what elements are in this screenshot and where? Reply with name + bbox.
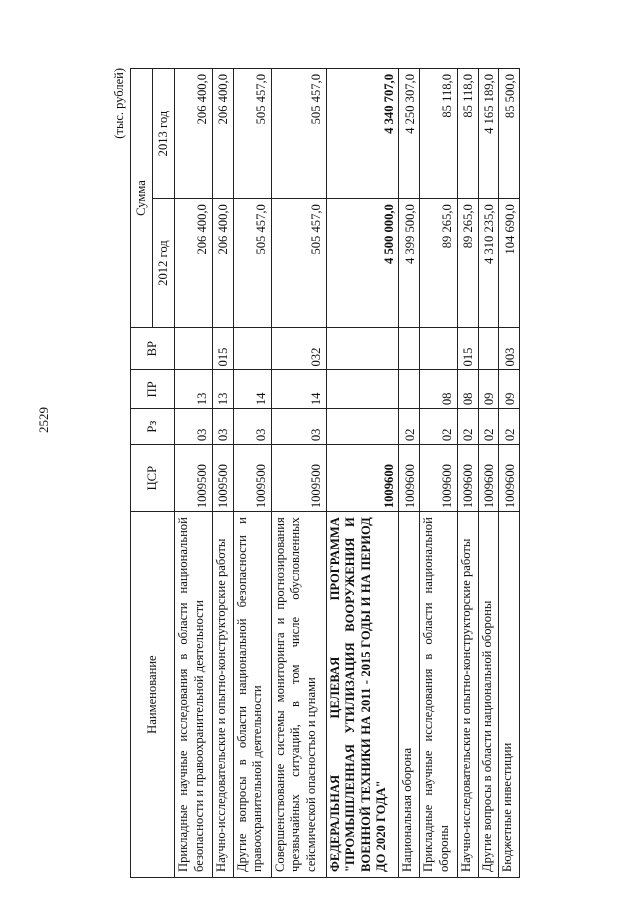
cell-vr (175, 327, 213, 370)
cell-name: Научно-исследовательские и опытно-конструкторские работы (457, 512, 478, 878)
cell-y2012: 89 265,0 (457, 199, 478, 328)
table-row (420, 69, 458, 878)
cell-rz: 03 (233, 409, 271, 445)
budget-table (130, 68, 520, 878)
cell-csr: 1009600 (420, 445, 458, 512)
units-label: (тыс. рублей) (112, 68, 126, 139)
cell-y2012: 89 265,0 (420, 199, 458, 328)
cell-csr: 1009600 (499, 445, 520, 512)
cell-vr (233, 327, 271, 370)
cell-pr: 08 (420, 370, 458, 409)
cell-y2012: 104 690,0 (499, 199, 520, 328)
cell-rz: 02 (457, 409, 478, 445)
cell-csr: 1009600 (326, 445, 399, 512)
cell-csr: 1009500 (271, 445, 326, 512)
cell-vr: 015 (212, 327, 233, 370)
cell-pr (326, 370, 399, 409)
cell-name: Другие вопросы в области национальной обороны (478, 512, 499, 878)
cell-pr: 08 (457, 370, 478, 409)
table-row (326, 69, 399, 878)
cell-vr: 032 (271, 327, 326, 370)
cell-rz: 02 (399, 409, 420, 445)
cell-rz: 03 (271, 409, 326, 445)
cell-name: Другие вопросы в области национальной безопасности и правоохранительной деятельности (233, 512, 271, 878)
cell-pr (399, 370, 420, 409)
cell-csr: 1009500 (175, 445, 213, 512)
cell-vr: 003 (499, 327, 520, 370)
table-row (271, 69, 326, 878)
cell-y2012: 206 400,0 (175, 199, 213, 328)
cell-pr: 14 (271, 370, 326, 409)
cell-vr (399, 327, 420, 370)
cell-y2012: 505 457,0 (233, 199, 271, 328)
header-name: Наименование (131, 512, 175, 878)
cell-y2013: 505 457,0 (271, 69, 326, 199)
header-2012: 2012 год (153, 199, 175, 328)
table-row (212, 69, 233, 878)
cell-pr: 13 (212, 370, 233, 409)
cell-y2013: 4 250 307,0 (399, 69, 420, 199)
cell-vr (326, 327, 399, 370)
header-pr: ПР (131, 370, 175, 409)
cell-name: Прикладные научные исследования в области национальной обороны (420, 512, 458, 878)
cell-rz: 02 (499, 409, 520, 445)
cell-y2012: 4 399 500,0 (399, 199, 420, 328)
cell-y2012: 4 500 000,0 (326, 199, 399, 328)
cell-rz: 03 (212, 409, 233, 445)
cell-y2013: 4 340 707,0 (326, 69, 399, 199)
cell-name: Прикладные научные исследования в области национальной безопасности и правоохранительной деятельности (175, 512, 213, 878)
cell-y2013: 4 165 189,0 (478, 69, 499, 199)
header-sum: Сумма (131, 69, 153, 328)
header-rz: Рз (131, 409, 175, 445)
cell-y2013: 85 118,0 (420, 69, 458, 199)
cell-y2012: 505 457,0 (271, 199, 326, 328)
cell-y2013: 206 400,0 (212, 69, 233, 199)
cell-y2013: 85 118,0 (457, 69, 478, 199)
cell-name: Бюджетные инвестиции (499, 512, 520, 878)
header-csr: ЦСР (131, 445, 175, 512)
cell-csr: 1009500 (212, 445, 233, 512)
cell-rz: 02 (478, 409, 499, 445)
table-row (499, 69, 520, 878)
table-row (457, 69, 478, 878)
cell-y2013: 505 457,0 (233, 69, 271, 199)
cell-rz: 02 (420, 409, 458, 445)
header-vr: ВР (131, 327, 175, 370)
cell-name: ФЕДЕРАЛЬНАЯ ЦЕЛЕВАЯ ПРОГРАММА "ПРОМЫШЛЕННАЯ УТИЛИЗАЦИЯ ВООРУЖЕНИЯ И ВОЕННОЙ ТЕХНИКИ НА 2011 - 2015 ГОДЫ И НА ПЕРИОД ДО 2020 ГОДА" (326, 512, 399, 878)
table-row (399, 69, 420, 878)
cell-rz (326, 409, 399, 445)
header-2013: 2013 год (153, 69, 175, 199)
table-row (175, 69, 213, 878)
cell-pr: 14 (233, 370, 271, 409)
cell-name: Научно-исследовательские и опытно-конструкторские работы (212, 512, 233, 878)
table-row (233, 69, 271, 878)
cell-csr: 1009500 (233, 445, 271, 512)
cell-csr: 1009600 (457, 445, 478, 512)
cell-pr: 09 (499, 370, 520, 409)
cell-y2013: 85 500,0 (499, 69, 520, 199)
table-row (478, 69, 499, 878)
cell-vr: 015 (457, 327, 478, 370)
cell-csr: 1009600 (478, 445, 499, 512)
cell-y2012: 4 310 235,0 (478, 199, 499, 328)
cell-y2013: 206 400,0 (175, 69, 213, 199)
cell-csr: 1009600 (399, 445, 420, 512)
cell-vr (478, 327, 499, 370)
cell-pr: 09 (478, 370, 499, 409)
cell-pr: 13 (175, 370, 213, 409)
cell-name: Совершенствование системы мониторинга и прогнозирования чрезвычайных ситуаций, в том числе обусловленных сейсмической опасностью и цунами (271, 512, 326, 878)
budget-table-area (112, 68, 522, 878)
cell-rz: 03 (175, 409, 213, 445)
cell-y2012: 206 400,0 (212, 199, 233, 328)
cell-vr (420, 327, 458, 370)
page-number: 2529 (36, 407, 51, 433)
cell-name: Национальная оборона (399, 512, 420, 878)
